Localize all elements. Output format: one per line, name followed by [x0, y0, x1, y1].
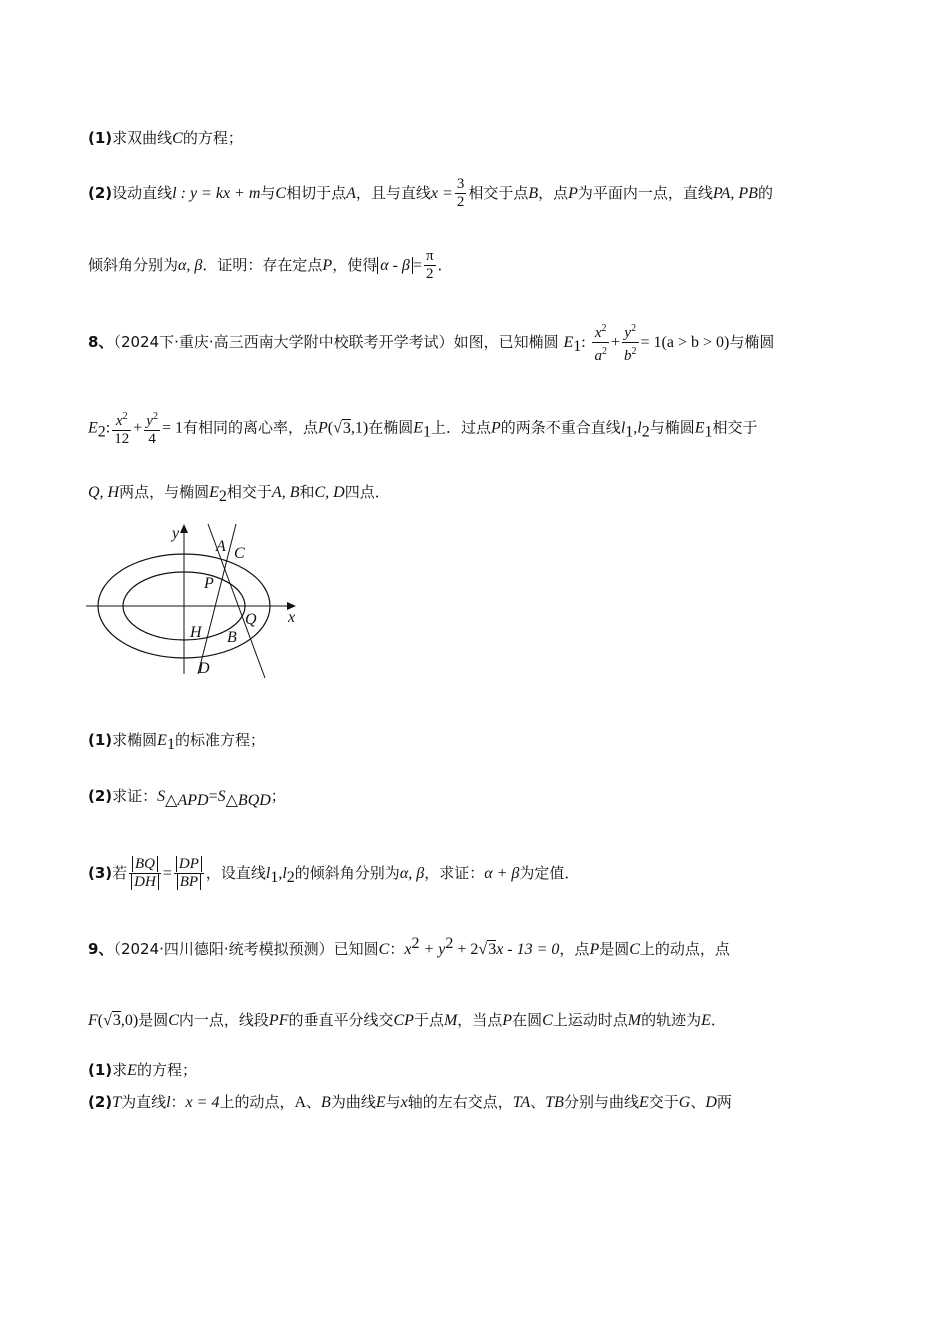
- q7-part2: (2)设动直线l : y = kx + m与C相切于点A，且与直线x = $\frac{3}{2}$ 相交于点B，点P为平面内一点，直线PA, PB的: [88, 176, 773, 210]
- fraction-y2-b2: $\frac{y^2}{b^2}$: [622, 320, 639, 365]
- label-H: H: [190, 624, 202, 641]
- ellipse-figure: [84, 518, 304, 683]
- label-Q: Q: [245, 611, 257, 628]
- label-D: D: [198, 660, 210, 677]
- q7-part1: (1)求双曲线C的方程；: [88, 129, 243, 147]
- q9-sub1: (1)求E的方程；: [88, 1061, 197, 1079]
- fraction-x2-a2: $\frac{x^2}{a^2}$: [592, 320, 609, 365]
- fraction-3-2: $\frac{3}{2}$: [456, 176, 465, 210]
- y-axis-arrow: [180, 524, 188, 533]
- label-y: y: [172, 525, 180, 542]
- q8-stem-line3: Q, H两点，与椭圆$E_2$相交于A, B和C, D四点．: [88, 483, 390, 505]
- q7-part2-cont: 倾斜角分别为α, β．证明：存在定点P，使得 α - β = $\frac{\pi}{2}$ ．: [88, 248, 453, 282]
- q8-sub1: (1)求椭圆$E_1$的标准方程；: [88, 731, 265, 753]
- fraction-dp-bp: $\frac{DP}{BP}$: [174, 856, 204, 891]
- q9-sub2: (2)T为直线l：x = 4上的动点，A、B为曲线E与x轴的左右交点，TA、TB分别与曲线E交于G、D两: [88, 1093, 732, 1111]
- fraction-bq-dh: $\frac{BQ}{DH}$: [129, 856, 161, 891]
- q9-stem-line1: 9、（2024·四川德阳·统考模拟预测）已知圆C：$x^2 + y^2 + 2√3x - 13 = 0$，点P是圆C上的动点，点: [88, 935, 730, 958]
- label-P: P: [204, 575, 214, 592]
- label-B: B: [227, 629, 237, 646]
- q8-stem-line2: $E_2$: $\frac{x^2}{12}$ + $\frac{y^2}{4}$ = 1有相同的离心率，点P(√3,1)在椭圆$E_1$上．过点P的两条不重合直线$l_1,l_2$与椭圆$E_1$相交于: [88, 408, 758, 448]
- q8-sub2: (2)求证：$S_{\triangle APD}=S_{\triangle BQD}$；: [88, 787, 286, 809]
- label-C: C: [234, 545, 245, 562]
- label-A: A: [216, 538, 226, 555]
- fraction-pi-2: $\frac{\pi}{2}$: [425, 248, 434, 282]
- label-x: x: [288, 609, 296, 626]
- q9-stem-line2: F(√3,0)是圆C内一点，线段PF的垂直平分线交CP于点M，当点P在圆C上运动时点M的轨迹为E．: [88, 1011, 726, 1029]
- fraction-x2-12: $\frac{x^2}{12}$: [112, 408, 131, 448]
- fraction-y2-4: $\frac{y^2}{4}$: [144, 408, 160, 448]
- q8-stem-line1: 8、（2024下·重庆·高三西南大学附中校联考开学考试）如图，已知椭圆 $E_1$: $\frac{x^2}{a^2}$ + $\frac{y^2}{b^2}$ = 1(a > b > 0)与椭圆: [88, 320, 774, 365]
- q8-sub3: (3)若 $\frac{BQ}{DH}$ = $\frac{DP}{BP}$ ，设直线$l_1,l_2$的倾斜角分别为α, β，求证：α + β为定值．: [88, 856, 580, 890]
